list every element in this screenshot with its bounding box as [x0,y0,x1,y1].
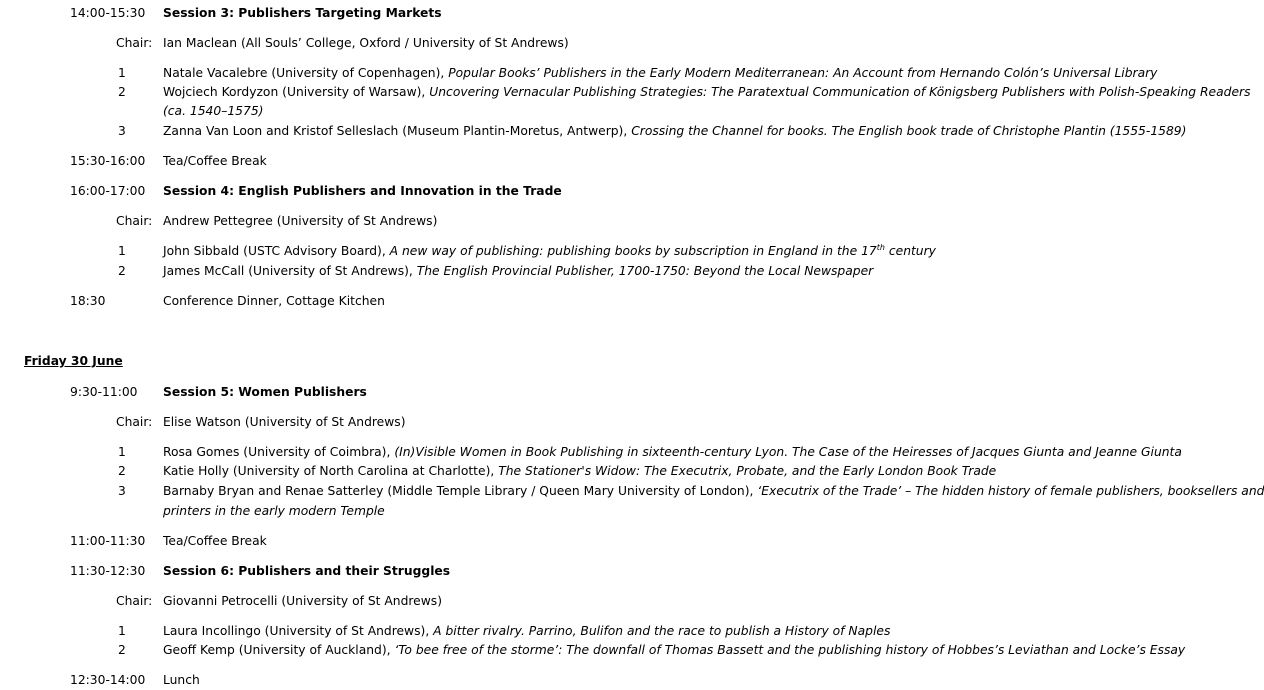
break-2-label: Tea/Coffee Break [163,534,267,548]
talk-speaker: Wojciech Kordyzon (University of Warsaw), [163,85,426,99]
talk-entry [163,463,996,479]
talk-entry [163,243,936,259]
session-3-title: Session 3: Publishers Targeting Markets [163,6,442,20]
dinner-time: 18:30 [70,294,106,308]
talk-number: 1 [118,66,126,80]
talk-title: The Stationer's Widow: The Executrix, Probate, and the Early London Book Trade [498,464,997,478]
session-5-title: Session 5: Women Publishers [163,385,367,399]
talk-entry [163,483,1264,499]
talk-number: 3 [118,124,126,138]
talk-speaker: Katie Holly (University of North Carolina at Charlotte), [163,464,495,478]
break-2-time: 11:00-11:30 [70,534,146,548]
session-4-time: 16:00-17:00 [70,184,146,198]
lunch-time: 12:30-14:00 [70,673,146,687]
talk-speaker: Barnaby Bryan and Renae Satterley (Middle Temple Library / Queen Mary University of London), [163,484,754,498]
break-1-label: Tea/Coffee Break [163,154,267,168]
talk-title: A new way of publishing: publishing books by subscription in England in the 17th century [389,242,936,258]
talk-number: 1 [118,624,126,638]
chair-label: Chair: [116,594,153,608]
talk-title: Crossing the Channel for books. The English book trade of Christophe Plantin (1555-1589) [631,124,1187,138]
talk-entry [163,123,1186,139]
talk-entry [163,444,1182,460]
talk-title-continued: (ca. 1540–1575) [163,104,264,118]
session-5-time: 9:30-11:00 [70,385,138,399]
day-heading: Friday 30 June [24,354,123,368]
talk-title: (In)Visible Women in Book Publishing in sixteenth-century Lyon. The Case of the Heiresses of Jacques Giunta and Jeanne Giunta [394,445,1182,459]
talk-speaker: Geoff Kemp (University of Auckland), [163,643,391,657]
session-6-chair: Giovanni Petrocelli (University of St Andrews) [163,594,443,608]
session-4-chair: Andrew Pettegree (University of St Andrews) [163,214,438,228]
talk-number: 2 [118,464,126,478]
talk-speaker: Laura Incollingo (University of St Andrews), [163,624,430,638]
chair-label: Chair: [116,36,153,50]
talk-entry [163,642,1185,658]
talk-number: 2 [118,85,126,99]
session-3-time: 14:00-15:30 [70,6,146,20]
session-6-title: Session 6: Publishers and their Struggles [163,564,451,578]
talk-speaker: Natale Vacalebre (University of Copenhagen), [163,66,445,80]
talk-title: ‘Executrix of the Trade’ – The hidden history of female publishers, booksellers and [757,484,1264,498]
talk-number: 2 [118,643,126,657]
break-1-time: 15:30-16:00 [70,154,146,168]
session-4-title: Session 4: English Publishers and Innovation in the Trade [163,184,562,198]
talk-number: 1 [118,445,126,459]
talk-entry [163,65,1157,81]
talk-entry [163,623,890,639]
lunch-label: Lunch [163,673,200,687]
talk-speaker: Rosa Gomes (University of Coimbra), [163,445,391,459]
session-6-time: 11:30-12:30 [70,564,146,578]
talk-entry [163,263,873,279]
talk-title: A bitter rivalry. Parrino, Bulifon and the race to publish a History of Naples [433,624,891,638]
talk-title: Popular Books’ Publishers in the Early Modern Mediterranean: An Account from Hernando Colón’s Universal Library [448,66,1158,80]
dinner-label: Conference Dinner, Cottage Kitchen [163,294,385,308]
talk-speaker: John Sibbald (USTC Advisory Board), [163,244,386,258]
talk-number: 3 [118,484,126,498]
talk-number: 2 [118,264,126,278]
session-3-chair: Ian Maclean (All Souls’ College, Oxford / University of St Andrews) [163,36,569,50]
ordinal-superscript: th [876,242,885,252]
talk-number: 1 [118,244,126,258]
session-5-chair: Elise Watson (University of St Andrews) [163,415,406,429]
talk-entry [163,84,1251,100]
chair-label: Chair: [116,214,153,228]
talk-title: Uncovering Vernacular Publishing Strategies: The Paratextual Communication of Königsberg Publishers with Polish-Speaking Readers [429,85,1251,99]
talk-title: ‘To bee free of the storme’: The downfall of Thomas Bassett and the publishing history of Hobbes’s Leviathan and Locke’s Essay [394,643,1186,657]
talk-speaker: Zanna Van Loon and Kristof Selleslach (Museum Plantin-Moretus, Antwerp), [163,124,628,138]
talk-title: The English Provincial Publisher, 1700-1750: Beyond the Local Newspaper [416,264,874,278]
chair-label: Chair: [116,415,153,429]
talk-title-continued: printers in the early modern Temple [163,504,385,518]
talk-speaker: James McCall (University of St Andrews), [163,264,413,278]
